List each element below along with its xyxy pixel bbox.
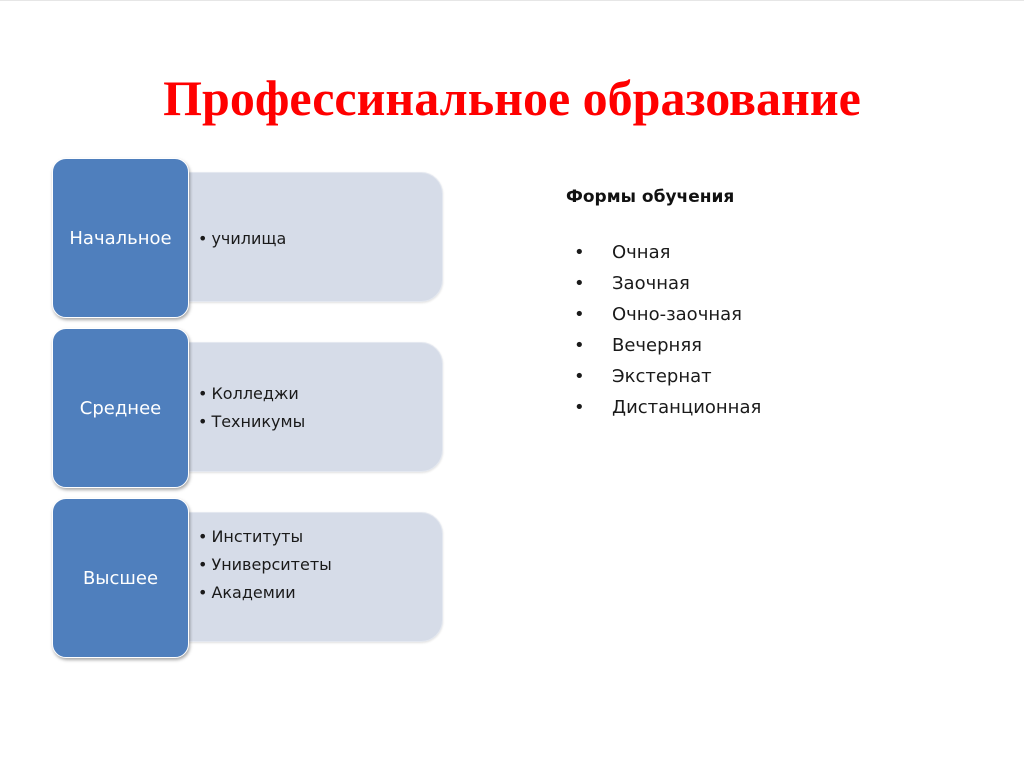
level-higher xyxy=(52,498,444,658)
level-box xyxy=(52,158,189,318)
level-item: • Колледжи xyxy=(198,384,299,403)
level-item: • Техникумы xyxy=(198,412,306,431)
form-item: • Заочная xyxy=(574,273,690,294)
level-label: Высшее xyxy=(82,567,159,589)
level-item: • Академии xyxy=(198,583,296,602)
level-item: • Университеты xyxy=(198,555,332,574)
level-box xyxy=(52,498,189,658)
level-secondary xyxy=(52,328,444,488)
forms-heading: Формы обучения xyxy=(566,187,735,207)
level-label: Среднее xyxy=(79,397,162,419)
form-item: • Очная xyxy=(574,242,671,263)
form-item: • Экстернат xyxy=(574,366,712,387)
level-item: • училища xyxy=(198,229,287,248)
level-initial xyxy=(52,158,444,318)
form-item: • Дистанционная xyxy=(574,397,762,418)
form-item: • Вечерняя xyxy=(574,335,702,356)
level-items xyxy=(198,523,332,607)
level-items xyxy=(198,380,305,436)
level-label: Начальное xyxy=(69,227,172,249)
forms-list xyxy=(574,237,761,423)
level-items xyxy=(198,225,286,253)
level-item: • Институты xyxy=(198,527,304,546)
slide-title: Профессинальное образование xyxy=(163,70,861,126)
level-box xyxy=(52,328,189,488)
form-item: • Очно-заочная xyxy=(574,304,742,325)
